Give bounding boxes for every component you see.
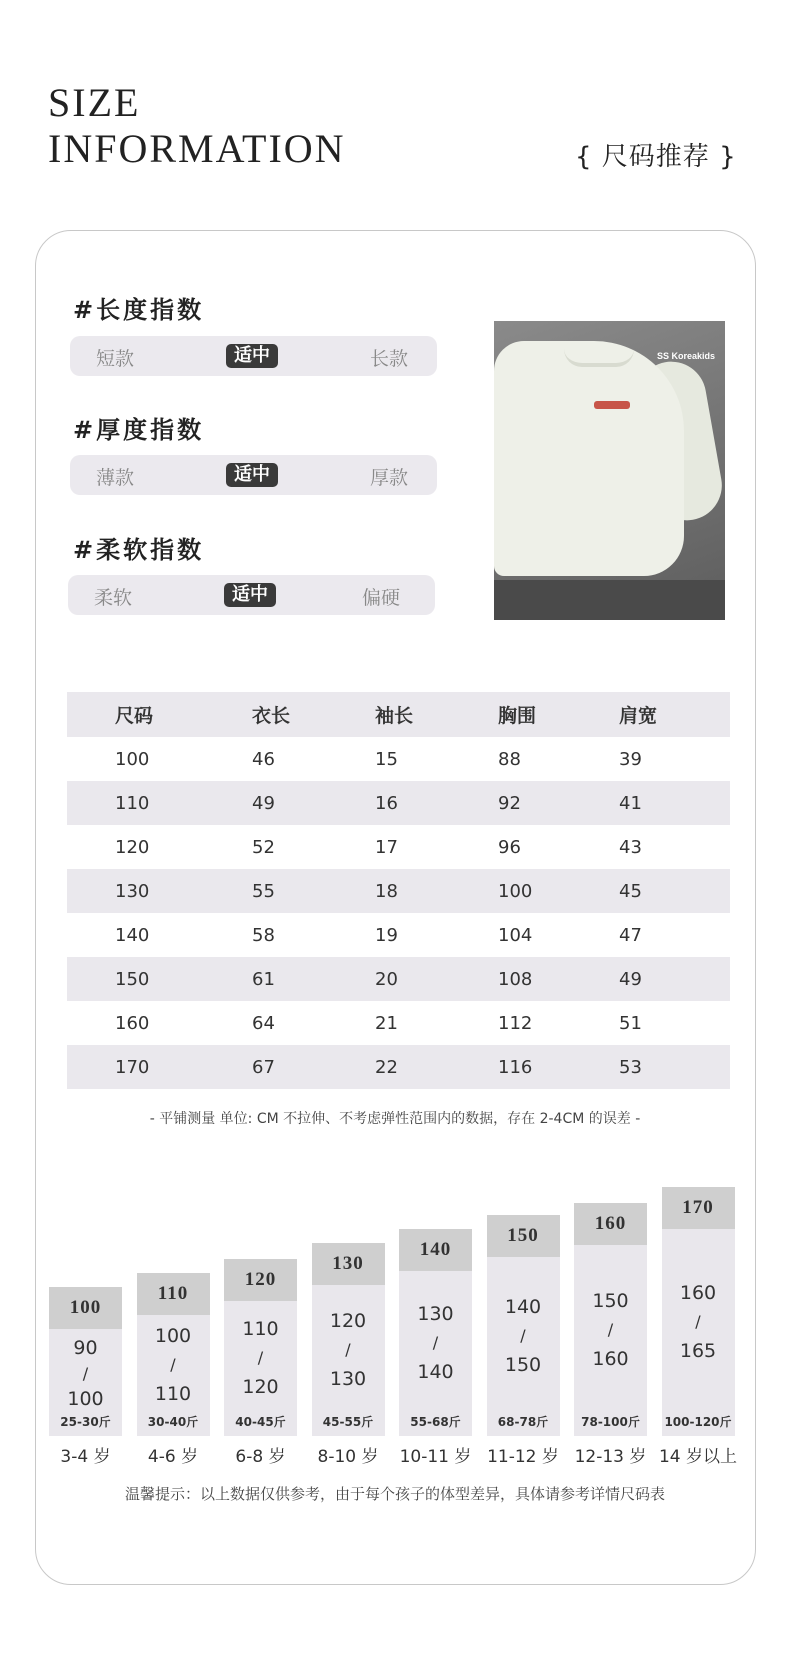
- measure-note: - 平铺测量 单位: CM 不拉伸、不考虑弹性范围内的数据，存在 2-4CM 的误差 -: [149, 1111, 641, 1127]
- size-bar: [137, 1273, 210, 1436]
- page-title: [48, 80, 346, 172]
- weight-range: 68-78斤: [497, 1415, 549, 1429]
- height-value: 150: [504, 1354, 542, 1376]
- length-index-bar: [70, 336, 437, 376]
- size-bar-label: 110: [137, 1273, 210, 1315]
- height-value: 100: [154, 1325, 192, 1347]
- height-separator: /: [82, 1363, 89, 1383]
- length-option-short: 短款: [96, 348, 135, 370]
- size-bar: [574, 1203, 647, 1436]
- softness-index-title: #柔软指数: [73, 536, 205, 564]
- length-option-long: 长款: [370, 348, 409, 370]
- photo-floor: [494, 580, 725, 620]
- photo-logo: [594, 401, 630, 409]
- height-separator: /: [345, 1340, 351, 1359]
- height-value: 150: [592, 1290, 629, 1312]
- table-cell: 21: [375, 1012, 398, 1034]
- size-bar-label: 140: [399, 1229, 472, 1271]
- table-cell: 120: [115, 836, 150, 858]
- height-separator: /: [432, 1333, 439, 1352]
- table-cell: 52: [252, 836, 275, 858]
- height-value: 100: [67, 1388, 104, 1411]
- size-table-header: [67, 692, 730, 737]
- size-table: [67, 692, 730, 1089]
- thickness-option-thick: 厚款: [370, 467, 409, 489]
- header-chest: 胸围: [458, 692, 581, 737]
- height-separator: /: [520, 1326, 526, 1345]
- table-cell: 130: [67, 869, 208, 913]
- table-cell: 96: [498, 836, 521, 858]
- length-option-selected: 适中: [226, 344, 278, 368]
- weight-range: 45-55斤: [322, 1415, 374, 1429]
- size-bar: [224, 1259, 297, 1436]
- table-cell: 104: [498, 924, 533, 946]
- age-label: 14 岁以上: [658, 1447, 738, 1467]
- table-cell: 19: [375, 924, 398, 946]
- height-separator: /: [607, 1320, 614, 1339]
- table-cell: 100: [458, 869, 581, 913]
- table-cell: 116: [458, 1045, 581, 1089]
- tip-text: 温馨提示：以上数据仅供参考，由于每个孩子的体型差异，具体请参考详情尺码表: [124, 1485, 665, 1503]
- height-value: 160: [592, 1348, 629, 1370]
- size-bar-label: 130: [312, 1243, 385, 1285]
- header-length: 衣长: [208, 692, 333, 737]
- age-label: 10-11 岁: [399, 1447, 472, 1467]
- height-value: 140: [504, 1296, 542, 1318]
- photo-collar: [564, 349, 634, 367]
- height-value: 130: [417, 1303, 454, 1325]
- weight-range: 100-120斤: [664, 1415, 732, 1429]
- table-cell: 17: [375, 836, 398, 858]
- table-row: [67, 737, 730, 781]
- title-line-2: INFORMATION: [48, 126, 346, 171]
- size-bar-label: 100: [49, 1287, 122, 1329]
- size-bar-label: 170: [662, 1187, 735, 1229]
- header-sleeve: 袖长: [333, 692, 458, 737]
- table-row: [67, 1001, 730, 1045]
- table-cell: 46: [252, 748, 275, 770]
- table-cell: 67: [208, 1045, 333, 1089]
- height-separator: /: [695, 1312, 701, 1331]
- thickness-index-bar: [70, 455, 437, 495]
- weight-range: 25-30斤: [60, 1415, 111, 1429]
- table-cell: 22: [333, 1045, 458, 1089]
- height-value: 110: [154, 1383, 192, 1405]
- photo-shirt: [494, 341, 684, 576]
- age-label: 3-4 岁: [60, 1447, 111, 1467]
- size-bar: [662, 1187, 735, 1436]
- table-cell: 20: [333, 957, 458, 1001]
- age-label: 12-13 岁: [574, 1447, 647, 1467]
- length-index-title: #长度指数: [73, 296, 205, 324]
- table-row: [67, 913, 730, 957]
- height-value: 120: [242, 1376, 279, 1398]
- photo-watermark: SS Koreakids: [656, 351, 715, 361]
- height-value: 165: [679, 1340, 717, 1362]
- softness-option-hard: 偏硬: [362, 587, 401, 609]
- product-photo: [494, 321, 725, 620]
- table-cell: 55: [208, 869, 333, 913]
- table-cell: 15: [375, 748, 398, 770]
- age-label: 6-8 岁: [235, 1447, 286, 1467]
- table-cell: 39: [619, 748, 642, 770]
- size-bar-label: 160: [574, 1203, 647, 1245]
- table-cell: 112: [498, 1012, 533, 1034]
- height-separator: /: [170, 1355, 176, 1374]
- table-cell: 92: [458, 781, 581, 825]
- softness-option-soft: 柔软: [94, 587, 133, 609]
- title-line-1: SIZE: [48, 80, 141, 125]
- height-value: 110: [242, 1318, 279, 1340]
- size-bar: [487, 1215, 560, 1436]
- thickness-option-thin: 薄款: [96, 467, 135, 489]
- height-value: 160: [679, 1282, 717, 1304]
- table-cell: 43: [619, 836, 642, 858]
- table-cell: 150: [67, 957, 208, 1001]
- thickness-option-selected: 适中: [226, 463, 278, 487]
- height-value: 90: [73, 1337, 98, 1359]
- table-cell: 61: [208, 957, 333, 1001]
- weight-range: 55-68斤: [410, 1415, 461, 1429]
- size-bar-label: 150: [487, 1215, 560, 1257]
- height-value: 130: [329, 1368, 367, 1390]
- age-label: 4-6 岁: [147, 1447, 199, 1467]
- table-row: [67, 869, 730, 913]
- thickness-index-title: #厚度指数: [73, 416, 205, 444]
- table-cell: 88: [498, 748, 521, 770]
- size-bar: [312, 1243, 385, 1436]
- table-cell: 64: [252, 1012, 275, 1034]
- table-cell: 16: [333, 781, 458, 825]
- age-label: 11-12 岁: [487, 1447, 559, 1467]
- table-cell: 49: [208, 781, 333, 825]
- height-value: 120: [329, 1310, 367, 1332]
- table-cell: 58: [252, 924, 275, 946]
- softness-option-selected: 适中: [224, 583, 276, 607]
- table-row: [67, 781, 730, 825]
- table-row: [67, 1045, 730, 1089]
- header-shoulder: 肩宽: [581, 692, 730, 737]
- table-cell: 170: [67, 1045, 208, 1089]
- table-cell: 45: [581, 869, 730, 913]
- table-row: [67, 957, 730, 1001]
- header-size: 尺码: [67, 692, 208, 737]
- size-recommend-tag: { 尺码推荐 }: [575, 142, 737, 172]
- age-label: 8-10 岁: [317, 1447, 379, 1467]
- weight-range: 40-45斤: [235, 1415, 286, 1429]
- table-cell: 51: [619, 1012, 642, 1034]
- table-cell: 140: [115, 924, 150, 946]
- table-cell: 41: [581, 781, 730, 825]
- table-cell: 110: [67, 781, 208, 825]
- table-cell: 49: [581, 957, 730, 1001]
- table-cell: 53: [581, 1045, 730, 1089]
- table-row: [67, 825, 730, 869]
- table-cell: 160: [115, 1012, 150, 1034]
- table-cell: 18: [333, 869, 458, 913]
- size-bar: [399, 1229, 472, 1436]
- height-value: 140: [417, 1361, 454, 1383]
- weight-range: 78-100斤: [581, 1415, 640, 1429]
- size-bar: [49, 1287, 122, 1436]
- table-cell: 47: [619, 924, 642, 946]
- table-cell: 108: [458, 957, 581, 1001]
- size-bar-label: 120: [224, 1259, 297, 1301]
- softness-index-bar: [68, 575, 435, 615]
- weight-range: 30-40斤: [147, 1415, 199, 1429]
- height-separator: /: [257, 1348, 264, 1367]
- table-cell: 100: [115, 748, 150, 770]
